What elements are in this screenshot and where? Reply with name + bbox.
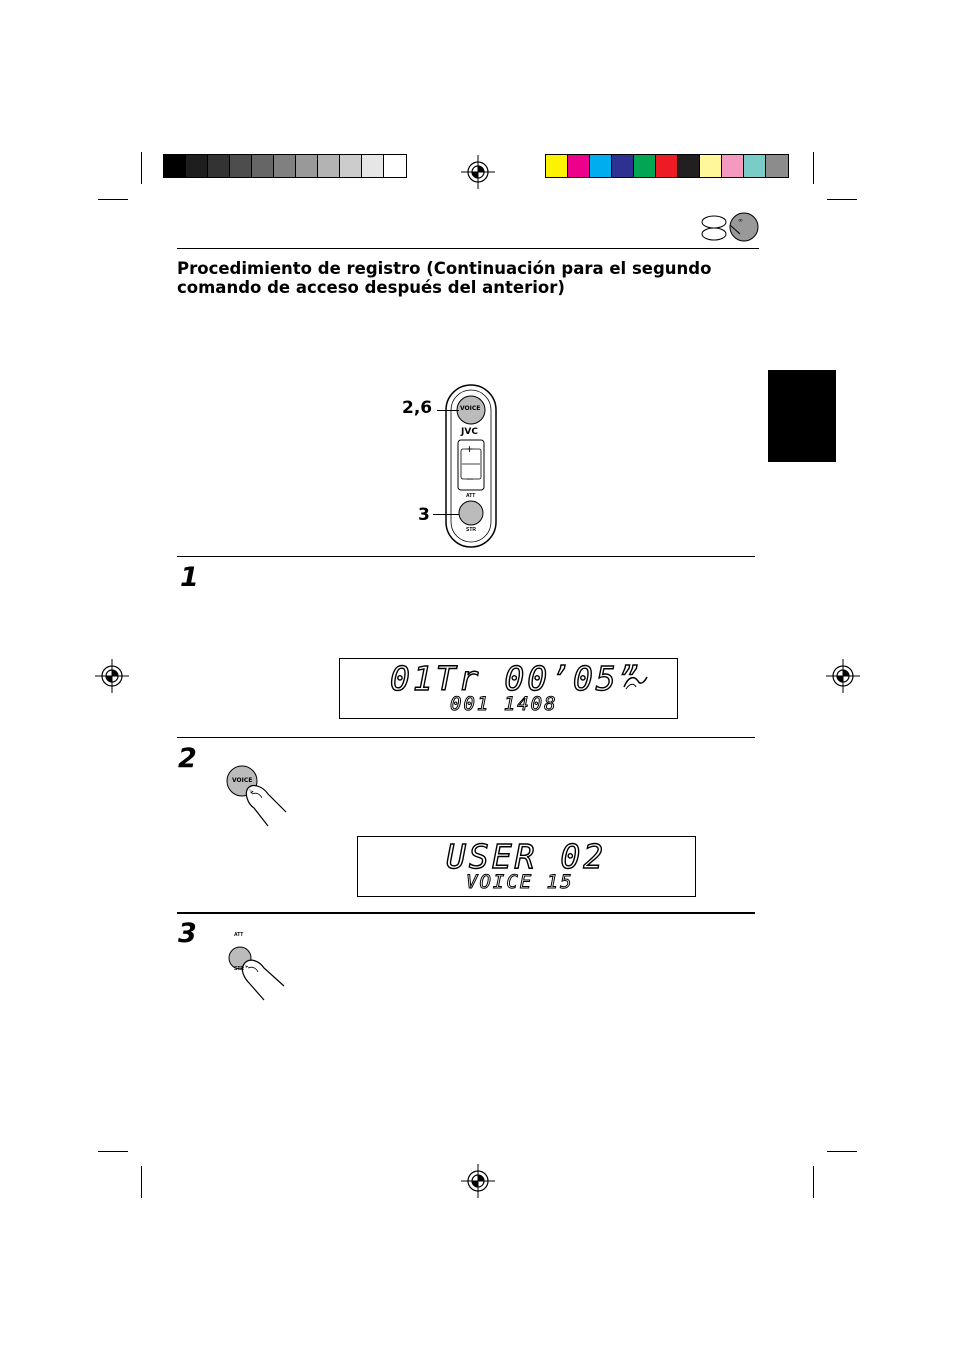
section-title: Procedimiento de registro (Continuación para el segundo comando de acceso después del anterior) — [177, 259, 712, 297]
display-line-2: 001 1408 — [450, 693, 558, 715]
callout-voice: 2,6 — [402, 398, 433, 418]
str-label: STR — [466, 527, 476, 533]
display-step-2 — [357, 836, 696, 897]
color-swatch — [546, 155, 568, 177]
crop-mark — [141, 1166, 142, 1198]
crop-mark — [141, 152, 142, 184]
color-swatch — [208, 155, 230, 177]
str-label-step-3: STR — [234, 966, 244, 972]
crop-mark — [813, 1166, 814, 1198]
crop-mark — [827, 1151, 857, 1152]
registration-mark-bottom — [461, 1164, 495, 1198]
crop-mark — [813, 152, 814, 184]
brand-logo: JVC — [461, 427, 478, 437]
language-tab — [768, 370, 836, 462]
color-swatch — [318, 155, 340, 177]
grayscale-bar — [163, 154, 407, 178]
color-swatch — [590, 155, 612, 177]
step-1-number: 1 — [180, 562, 199, 593]
color-swatch — [568, 155, 590, 177]
callout-line — [437, 410, 459, 411]
color-swatch — [678, 155, 700, 177]
color-swatch — [700, 155, 722, 177]
crop-mark — [98, 199, 128, 200]
plus-button[interactable]: + — [466, 442, 474, 456]
header-rule — [177, 248, 759, 249]
color-swatch — [612, 155, 634, 177]
callout-line — [433, 514, 459, 515]
display-line-1: 01Tr 00’05” — [390, 659, 642, 698]
display-step-1 — [339, 658, 678, 719]
step-divider — [177, 556, 755, 557]
cd-changer-icon — [700, 212, 760, 244]
display-line-2: VOICE 15 — [466, 871, 574, 893]
voice-button-press-illustration — [224, 764, 290, 830]
step-divider — [177, 737, 755, 738]
color-swatch — [230, 155, 252, 177]
minus-button[interactable]: – — [467, 473, 474, 485]
color-swatch — [340, 155, 362, 177]
callout-att: 3 — [418, 505, 430, 525]
color-swatch — [274, 155, 296, 177]
step-2-number: 2 — [178, 743, 197, 774]
color-swatch — [722, 155, 744, 177]
registration-mark-right — [826, 659, 860, 693]
step-3-number: 3 — [178, 918, 197, 949]
registration-mark-top — [461, 155, 495, 189]
color-swatch — [384, 155, 406, 177]
att-label-step-3: ATT — [234, 932, 244, 938]
color-swatch — [362, 155, 384, 177]
voice-icon — [622, 673, 650, 691]
color-swatch — [164, 155, 186, 177]
voice-button-label-step-2[interactable]: VOICE — [232, 777, 253, 784]
color-swatch — [766, 155, 788, 177]
att-label: ATT — [466, 493, 476, 499]
crop-mark — [98, 1151, 128, 1152]
step-divider — [177, 912, 755, 914]
crop-mark — [827, 199, 857, 200]
registration-mark-left — [95, 659, 129, 693]
color-swatch — [186, 155, 208, 177]
voice-button-label[interactable]: VOICE — [460, 405, 481, 412]
color-swatch — [656, 155, 678, 177]
svg-text:∞: ∞ — [738, 217, 743, 224]
color-swatch — [744, 155, 766, 177]
color-bar — [545, 154, 789, 178]
color-swatch — [634, 155, 656, 177]
color-swatch — [296, 155, 318, 177]
color-swatch — [252, 155, 274, 177]
display-line-1: USER 02 — [446, 837, 607, 876]
